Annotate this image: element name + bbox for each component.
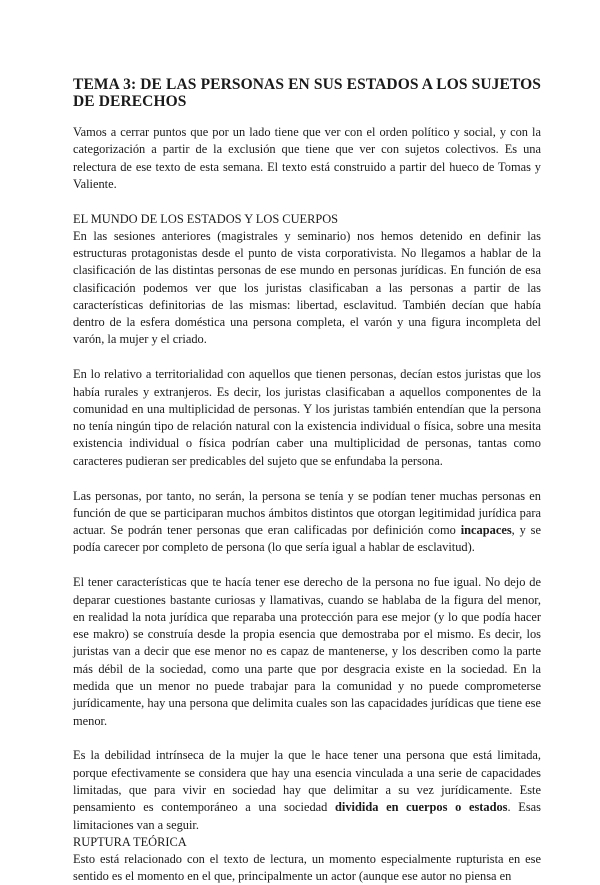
paragraph-territorialidad: En lo relativo a territorialidad con aquellos que tienen personas, decían estos juristas que los había rurales y extranjeros. Es decir, los juristas clasificaban a aquellos componentes de la comunidad en una multiplicidad de personas. Y los juristas también entendían que la persona no tenía ningún tipo de relación natural con la existencia individual o física, sobre una mesita existencia individual o física podrían caber una multiplicidad de personas, tantas como caracteres pudieran ser predicables del sujeto que se enfundaba la persona.	[73, 367, 541, 468]
bold-term-cuerpos: dividida en cuerpos o estados	[335, 800, 508, 815]
intro-paragraph: Vamos a cerrar puntos que por un lado tiene que ver con el orden político y social, y con la categorización a partir de la exclusión que tiene que ver con sujetos colectivos. Es una relectura de ese texto de esta semana. El texto está construido a partir del hueco de Tomas y Valiente.	[73, 125, 541, 191]
section-heading-ruptura: RUPTURA TEÓRICA	[73, 834, 187, 849]
paragraph-ruptura: Esto está relacionado con el texto de lectura, un momento especialmente rupturista en ese sentido es el momento en el que, principalmente un actor (aunque ese autor no piensa en	[73, 851, 541, 884]
paragraph-menor: El tener características que te hacía tener ese derecho de la persona no fue igual. No dejo de deparar cuestiones bastante curiosas y llamativas, cuando se hablaba de la figura del menor, en realidad la nota jurídica que reparaba una protección para ese mejor (y lo que podía hacer ese makro) se construía desde la propia esencia que demostraba por el mismo. Es decir, los juristas van a decir que ese menor no es capaz de mantenerse, y los describen como la parte más débil de la sociedad, como una parte que por desgracia existe en la sociedad. En la medida que un menor no puede trabajar para la comunidad y no puede comprometerse jurídicamente, hay una persona que delimita cuales son las capacidades jurídicas que tiene ese menor.	[73, 575, 541, 728]
document-body	[73, 76, 541, 885]
bold-term-incapaces: incapaces	[460, 523, 512, 538]
paragraph-text: Las personas, por tanto, no serán, la persona se tenía y se podían tener muchas personas en función de que se participaran muchos ámbitos distintos que otorgan legitimidad jurídica para actuar. Se podrán tener personas que eran calificadas por definición como	[73, 488, 541, 538]
paragraph-mujer	[73, 747, 541, 833]
section-heading-estados: EL MUNDO DE LOS ESTADOS Y LOS CUERPOS	[73, 211, 339, 226]
page-title: TEMA 3: DE LAS PERSONAS EN SUS ESTADOS A LOS SUJETOS DE DERECHOS	[73, 76, 541, 110]
paragraph-clasificacion: En las sesiones anteriores (magistrales y seminario) nos hemos detenido en definir las estructuras protagonistas desde el punto de vista corporativista. No llegamos a hablar de la clasificación de las distintas personas de ese mundo en personas jurídicas. En función de esa clasificación podemos ver que los juristas clasificaban a las personas a partir de las características definitorias de las mismas: libertad, esclavitud. También decían que había dentro de la esfera doméstica una persona completa, el varón y una figura incompleta del varón, la mujer y el criado.	[73, 228, 541, 347]
paragraph-text: , y se podía carecer por completo de persona (lo que sería igual a hablar de esclavitud).	[73, 523, 542, 555]
paragraph-text: Es la debilidad intrínseca de la mujer la que le hace tener una persona que está limitada, porque efectivamente se considera que hay una esencia vinculada a una serie de capacidades limitadas, que para vivir en sociedad hay que delimitar a su vez jurídicamente. Este pensamiento es contemporáneo a una sociedad	[73, 748, 541, 815]
paragraph-personas	[73, 488, 541, 557]
paragraph-text: . Esas limitaciones van a seguir.	[73, 800, 541, 832]
